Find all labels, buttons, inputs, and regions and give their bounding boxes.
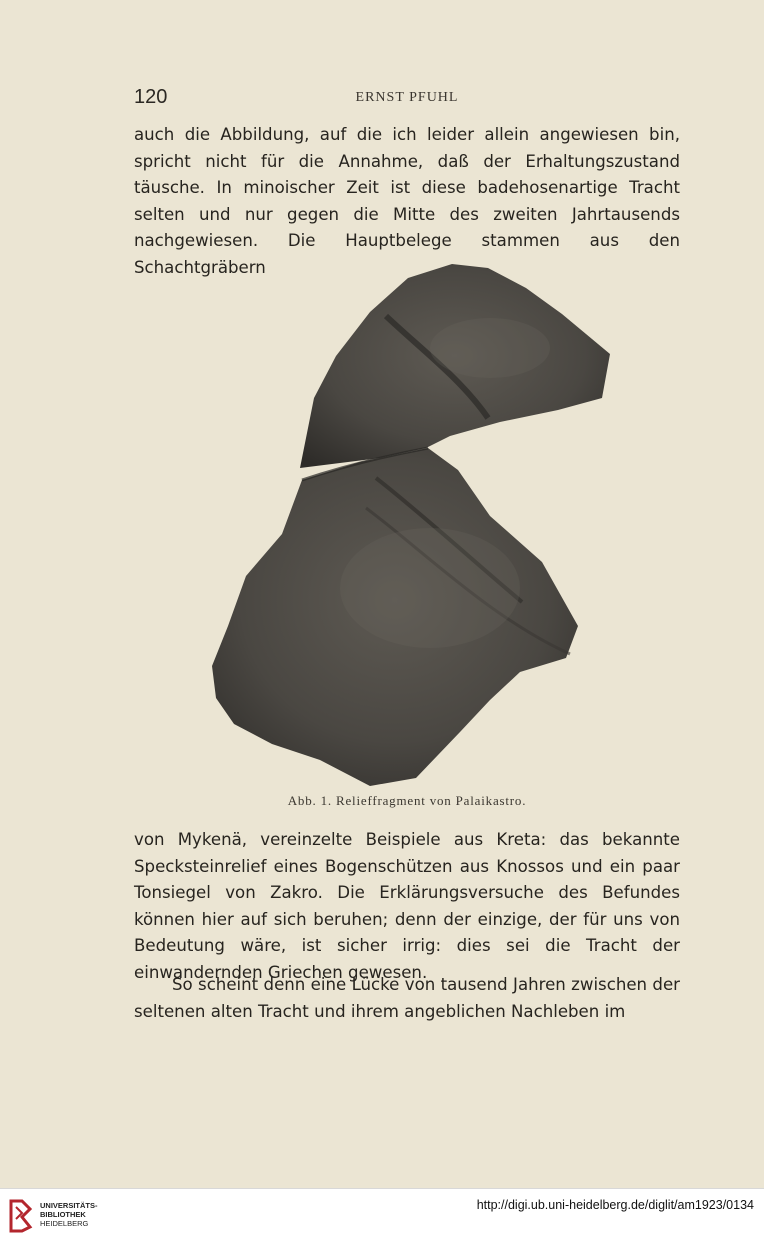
paragraph-2: von Mykenä, vereinzelte Beispiele aus Kreta: das bekannte Specksteinrelief eines Bogenschützen aus Knossos und ein paar Tonsiegel von Zakro. Die Erklärungsversuche des Befundes können hier auf sich beruhen; denn der einzige, der für uns von Bedeutung wäre, ist sicher irrig: dies sei die Tracht der einwandernden Griechen gewesen. (134, 830, 680, 982)
page-number: 120 (134, 86, 168, 108)
running-head: ERNST PFUHL (355, 90, 459, 105)
paragraph-1: auch die Abbildung, auf die ich leider allein angewiesen bin, spricht nicht für die Annahme, daß der Erhaltungszustand täusche. In minoischer Zeit ist diese badehosenartige Tracht selten und nur gegen die Mitte des zweiten Jahrtausends nachgewiesen. Die Hauptbelege stammen aus den Schachtgräbern (134, 125, 680, 277)
library-logo-icon (8, 1197, 34, 1233)
relief-fragment-image (190, 258, 630, 788)
page-header (134, 86, 680, 116)
relief-fragment-figure (190, 258, 630, 788)
library-logo[interactable] (8, 1195, 118, 1237)
library-logo-text: UNIVERSITÄTS- BIBLIOTHEK HEIDELBERG (40, 1201, 98, 1228)
paragraph-3: So scheint denn eine Lücke von tausend Jahren zwischen der seltenen alten Tracht und ihrem angeblichen Nachleben im (134, 975, 680, 1021)
library-footer (0, 1188, 764, 1242)
permalink-url[interactable]: http://digi.ub.uni-heidelberg.de/diglit/am1923/0134 (476, 1198, 754, 1212)
figure-caption: Abb. 1. Relieffragment von Palaikastro. (287, 793, 527, 808)
